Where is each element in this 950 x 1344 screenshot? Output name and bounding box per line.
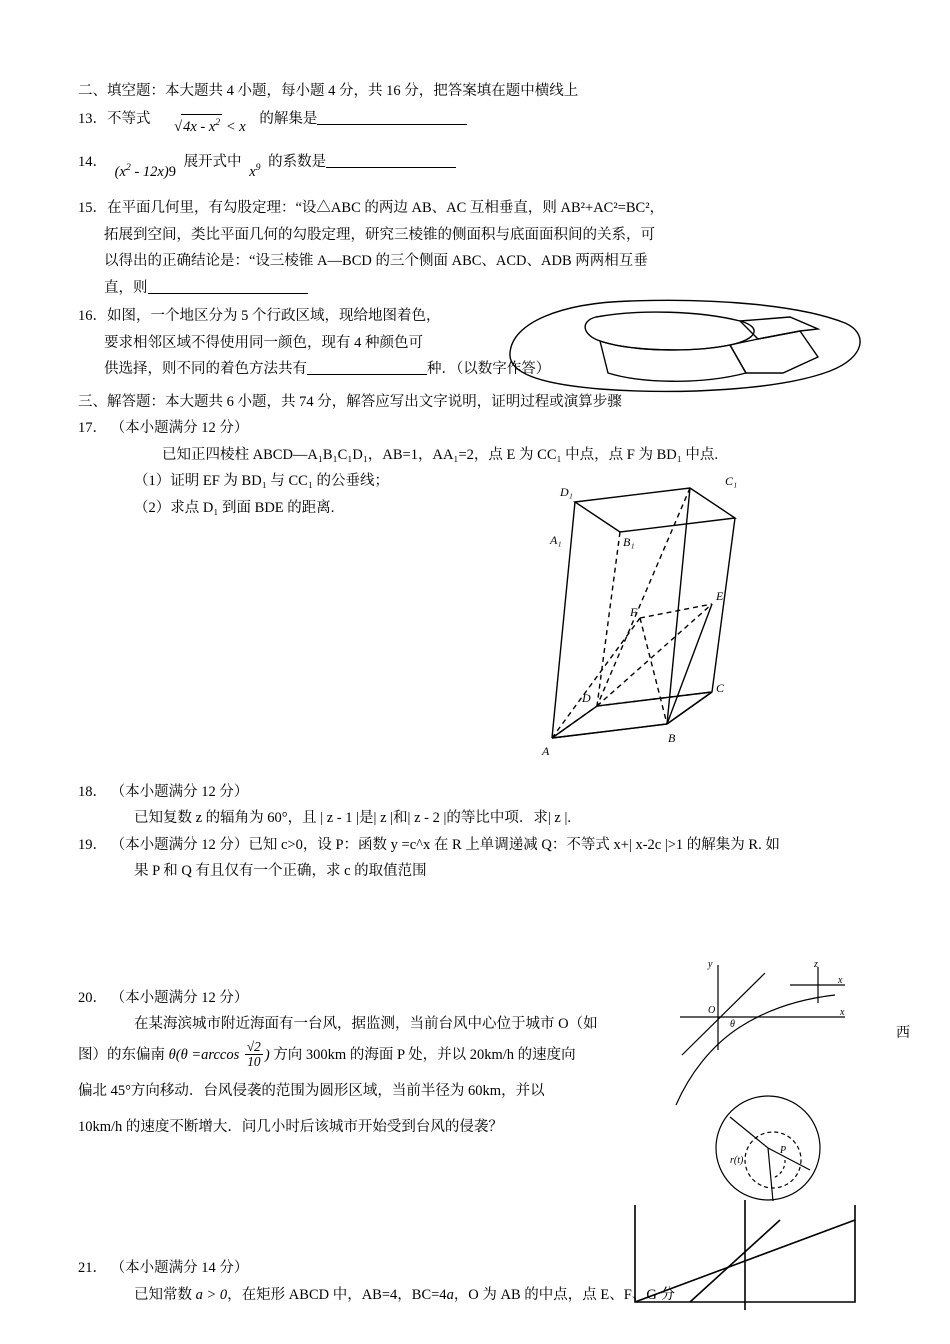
q19-number: 19． <box>78 836 107 853</box>
question-15 <box>78 197 878 299</box>
q13-number: 13． <box>78 111 107 128</box>
q19-line-2: 果 P 和 Q 有且仅有一个正确，求 c 的取值范围 <box>134 863 427 880</box>
q20-line-2: 图）的东偏南 θ(θ =arccos $\frac{√2}{10}$ ) 方向 300km 的海面 P 处，并以 20km/h 的速度向 <box>78 1039 576 1070</box>
q16-number: 16． <box>78 308 107 325</box>
q16-line-2: 要求相邻区域不得使用同一颜色，现有 4 种颜色可 <box>104 334 423 351</box>
q20-title: （本小题满分 12 分） <box>110 989 249 1006</box>
label-F: F <box>630 605 638 619</box>
q18-title: （本小题满分 12 分） <box>110 783 249 800</box>
label-B1: B₁ <box>623 535 635 549</box>
q20-typhoon-figure <box>670 955 870 1215</box>
question-19 <box>78 834 878 883</box>
q21-rectangle-figure <box>630 1200 880 1310</box>
label-C1: C₁ <box>725 474 738 488</box>
q13-radicand: 4x - x <box>183 119 216 136</box>
q16-map-svg <box>500 295 870 395</box>
q15-number: 15． <box>78 200 107 217</box>
q20-number: 20． <box>78 989 107 1006</box>
q17-prism-figure <box>520 470 760 760</box>
label-A: A <box>542 744 550 758</box>
label-D1: D₁ <box>560 485 573 499</box>
q17-number: 17． <box>78 420 107 437</box>
q16-answer-blank[interactable] <box>307 360 427 375</box>
q20-theta-expression: θ(θ =arccos $\frac{√2}{10}$ ) <box>168 1039 270 1070</box>
q21-title: （本小题满分 14 分） <box>110 1260 249 1277</box>
q14-base-b: - 12x <box>134 164 164 181</box>
section2-heading: 二、填空题：本大题共 4 小题，每小题 4 分，共 16 分，把答案填在题中横线上 <box>78 83 579 99</box>
q14-answer-blank[interactable] <box>326 154 456 169</box>
q21-rect-svg <box>630 1200 880 1310</box>
q14-base-a-exp: 2 <box>125 162 131 174</box>
q20-line-1: 在某海滨城市附近海面有一台风，据监测，当前台风中心位于城市 O（如 <box>134 1016 598 1033</box>
q13-radicand-exponent: 2 <box>215 117 221 129</box>
q13-rhs: < x <box>225 119 246 136</box>
q21-number: 21． <box>78 1260 107 1277</box>
label-x-axis: x <box>840 1007 845 1018</box>
label-C: C <box>716 681 725 695</box>
q19-text-1: 已知 c>0，设 P：函数 y =c^x 在 R 上单调递减 Q：不等式 x+| x-2c |>1 的解集为 R. 如 <box>248 836 780 853</box>
q17-line-1: 已知正四棱柱 ABCD—A₁B₁C₁D₁，AB=1，AA₁=2，点 E 为 CC₁ 中点，点 F 为 BD₁ 中点. <box>162 446 719 463</box>
label-x-axis-2: x <box>838 975 843 986</box>
question-18 <box>78 781 878 830</box>
q20-line-3: 偏北 45°方向移动．台风侵袭的范围为圆形区域，当前半径为 60km，并以 <box>78 1082 545 1099</box>
q20-line-4: 10km/h 的速度不断增大．问几小时后该城市开始受到台风的侵袭？ <box>78 1118 503 1135</box>
label-theta: θ <box>730 1019 735 1030</box>
q14-power: 9 <box>168 164 176 181</box>
q13-text-before: 不等式 <box>107 111 151 128</box>
q15-line-1 <box>78 197 878 219</box>
label-B: B <box>668 731 676 745</box>
q17-title: （本小题满分 12 分） <box>110 420 249 437</box>
q13-formula: $√4x - x^2 < x$ <box>174 114 246 140</box>
label-O-origin: O <box>708 1005 716 1016</box>
q19-line-1 <box>78 834 878 856</box>
q16-tail: 种．（以数字作答） <box>427 361 551 378</box>
q20-typhoon-svg <box>670 955 870 1215</box>
label-P: P <box>780 1145 787 1156</box>
q14-term-base: x <box>249 164 256 181</box>
q14-term-exp: 9 <box>255 162 261 174</box>
q18-title-line <box>78 781 878 803</box>
q16-map-figure <box>500 295 870 395</box>
q14-text-after: 的系数是 <box>268 154 327 171</box>
q17-title-line <box>78 417 878 439</box>
q15-text-4: 直，则 <box>104 279 148 296</box>
q14-term <box>249 160 260 185</box>
label-y-axis: y <box>708 959 713 970</box>
q15-line-3: 以得出的正确结论是：“设三棱锥 A—BCD 的三个侧面 ABC、ACD、ADB 两两相互垂 <box>104 253 648 270</box>
question-13 <box>78 106 878 136</box>
q17-line-2: （1）证明 EF 为 BD₁ 与 CC₁ 的公垂线； <box>134 473 390 490</box>
q19-title: （本小题满分 12 分） <box>110 836 249 853</box>
q13-answer-blank[interactable] <box>317 111 467 126</box>
q18-number: 18． <box>78 783 107 800</box>
q18-line-1: 已知复数 z 的辐角为 60°，且 | z - 1 |是| z |和| z - 2 |的等比中项．求| z |. <box>134 810 571 827</box>
q16-text-1: 如图，一个地区分为 5 个行政区域，现给地图着色， <box>107 308 441 325</box>
q15-text-1: 在平面几何里，有勾股定理：“设△ABC 的两边 AB、AC 互相垂直，则 AB²+AC²=BC²， <box>107 200 665 217</box>
q14-formula: $(x^2 - 12x)9$ <box>114 162 176 181</box>
q13-text-after: 的解集是 <box>259 111 318 128</box>
label-E: E <box>716 589 724 603</box>
label-rt: r(t) <box>730 1155 744 1166</box>
label-A1: A₁ <box>550 533 562 547</box>
q14-base-a: x <box>119 164 126 181</box>
question-14 <box>78 150 878 181</box>
q15-line-2: 拓展到空间，类比平面几何的勾股定理，研究三棱锥的侧面积与底面面积间的关系，可 <box>104 226 655 243</box>
q20-direction-label <box>896 1022 910 1042</box>
q14-number: 14． <box>78 154 107 171</box>
q17-line-3: （2）求点 D₁ 到面 BDE 的距离. <box>134 499 335 516</box>
q14-text-mid: 展开式中 <box>183 154 242 171</box>
label-z-axis: z <box>814 959 818 970</box>
label-D: D <box>582 691 591 705</box>
q21-line-1: 已知常数 a > 0，在矩形 ABCD 中，AB=4，BC=4a，O 为 AB 的中点，点 E、F、G 分 <box>134 1286 675 1303</box>
q15-answer-blank[interactable] <box>148 279 308 294</box>
section3-heading: 三、解答题：本大题共 6 小题，共 74 分，解答应写出文字说明，证明过程或演算步骤 <box>78 393 622 410</box>
q17-prism-svg <box>520 470 760 760</box>
q16-text-3: 供选择，则不同的着色方法共有 <box>104 361 307 378</box>
q20-west-label: 西 <box>896 1026 910 1041</box>
